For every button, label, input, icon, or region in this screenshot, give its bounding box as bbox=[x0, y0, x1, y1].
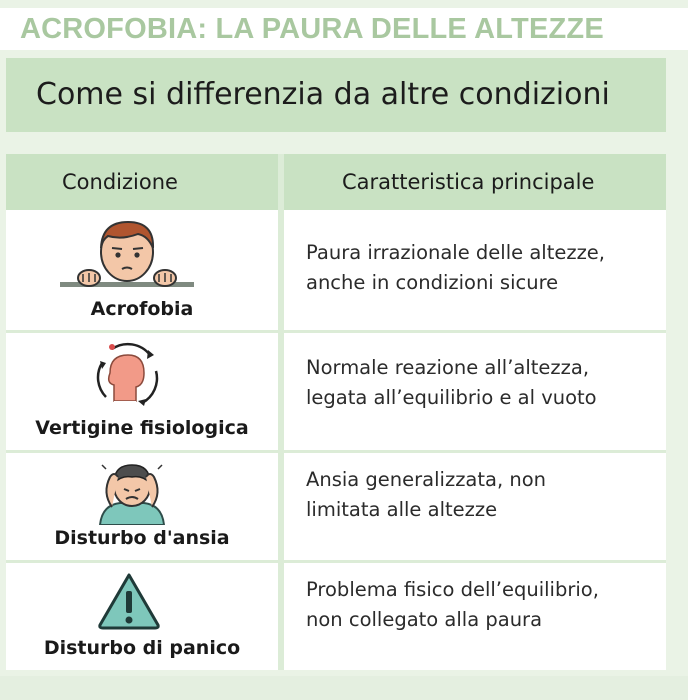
column-header-condition: Condizione bbox=[6, 154, 278, 210]
condition-description: Normale reazione all’altezza, legata all’equilibrio e al vuoto bbox=[306, 356, 597, 409]
comparison-table bbox=[6, 154, 666, 670]
dizzy-head-icon bbox=[92, 341, 162, 411]
section-subtitle: Come si differenzia da altre condizioni bbox=[6, 58, 666, 132]
condition-description: Ansia generalizzata, non limitata alle altezze bbox=[306, 468, 547, 521]
condition-cell bbox=[6, 563, 278, 670]
condition-label: Acrofobia bbox=[90, 298, 194, 320]
condition-cell bbox=[6, 210, 278, 332]
condition-label: Disturbo di panico bbox=[43, 637, 241, 659]
condition-cell bbox=[6, 333, 278, 450]
footer-band bbox=[0, 676, 688, 700]
condition-label: Vertigine fisiologica bbox=[35, 417, 249, 439]
anxious-person-icon bbox=[92, 457, 172, 525]
condition-cell bbox=[6, 453, 278, 560]
condition-description: Problema fisico dell’equilibrio, non collegato alla paura bbox=[306, 578, 599, 631]
table-row bbox=[6, 563, 666, 670]
condition-description: Paura irrazionale delle altezze, anche in condizioni sicure bbox=[306, 241, 606, 294]
table-row bbox=[6, 333, 666, 450]
page-title: ACROFOBIA: LA PAURA DELLE ALTEZZE bbox=[0, 8, 688, 50]
peeking-person-icon bbox=[52, 218, 202, 298]
condition-label: Disturbo d'ansia bbox=[54, 527, 230, 549]
table-row bbox=[6, 453, 666, 560]
warning-triangle-icon bbox=[96, 571, 162, 631]
table-row bbox=[6, 210, 666, 332]
column-header-characteristic: Caratteristica principale bbox=[284, 154, 666, 210]
column-divider bbox=[278, 154, 284, 670]
